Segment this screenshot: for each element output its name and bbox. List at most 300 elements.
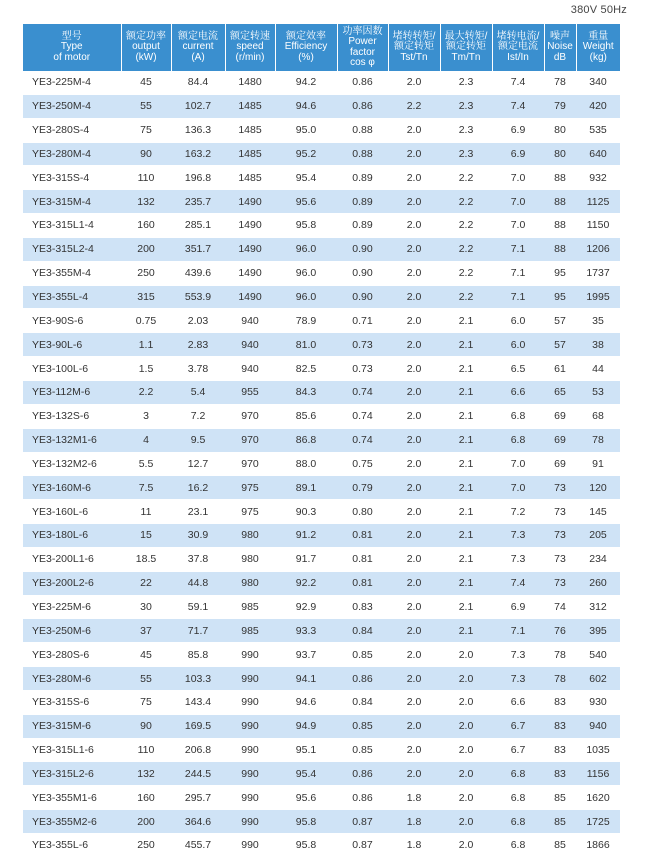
cell-noise: 73: [544, 571, 576, 595]
cell-type: YE3-315L2-6: [23, 762, 121, 786]
cell-output: 75: [121, 690, 171, 714]
cell-ist-in: 7.4: [492, 71, 544, 94]
cell-current: 16.2: [171, 476, 225, 500]
cell-tm-tn: 2.3: [440, 71, 492, 94]
cell-tm-tn: 2.1: [440, 333, 492, 357]
cell-weight: 1125: [576, 190, 620, 214]
voltage-frequency-note: 380V 50Hz: [570, 4, 627, 16]
cell-type: YE3-132M1-6: [23, 428, 121, 452]
cell-tm-tn: 2.3: [440, 94, 492, 118]
cell-efficiency: 95.4: [275, 762, 337, 786]
cell-efficiency: 94.6: [275, 690, 337, 714]
cell-current: 71.7: [171, 619, 225, 643]
table-row: [23, 452, 620, 476]
cell-tm-tn: 2.0: [440, 667, 492, 691]
cell-type: YE3-315M-4: [23, 190, 121, 214]
cell-type: YE3-132M2-6: [23, 452, 121, 476]
cell-tst-tn: 2.0: [388, 738, 440, 762]
table-row: [23, 71, 620, 94]
cell-type: YE3-280S-4: [23, 118, 121, 142]
cell-weight: 312: [576, 595, 620, 619]
table-row: [23, 94, 620, 118]
cell-ist-in: 7.2: [492, 500, 544, 524]
cell-efficiency: 93.7: [275, 643, 337, 667]
cell-ist-in: 7.4: [492, 571, 544, 595]
cell-power-factor: 0.90: [337, 261, 388, 285]
cell-ist-in: 7.0: [492, 166, 544, 190]
cell-efficiency: 91.2: [275, 524, 337, 548]
cell-tm-tn: 2.2: [440, 237, 492, 261]
cell-efficiency: 92.9: [275, 595, 337, 619]
cell-ist-in: 6.8: [492, 786, 544, 810]
cell-power-factor: 0.88: [337, 142, 388, 166]
table-row: [23, 643, 620, 667]
cell-noise: 57: [544, 309, 576, 333]
cell-type: YE3-160L-6: [23, 500, 121, 524]
table-row: [23, 571, 620, 595]
cell-power-factor: 0.87: [337, 810, 388, 834]
cell-type: YE3-280M-6: [23, 667, 121, 691]
column-header-tm-tn: 最大转矩/ 额定转矩 Tm/Tn: [440, 24, 492, 71]
cell-speed: 990: [225, 810, 275, 834]
cell-weight: 932: [576, 166, 620, 190]
cell-power-factor: 0.85: [337, 738, 388, 762]
cell-speed: 1490: [225, 261, 275, 285]
cell-weight: 640: [576, 142, 620, 166]
table-row: [23, 738, 620, 762]
cell-weight: 205: [576, 524, 620, 548]
cell-noise: 73: [544, 524, 576, 548]
cell-output: 1.1: [121, 333, 171, 357]
cell-power-factor: 0.86: [337, 94, 388, 118]
cell-noise: 78: [544, 71, 576, 94]
cell-tst-tn: 2.0: [388, 237, 440, 261]
cell-tm-tn: 2.1: [440, 404, 492, 428]
cell-ist-in: 7.0: [492, 452, 544, 476]
motor-spec-table: [23, 24, 620, 858]
cell-current: 23.1: [171, 500, 225, 524]
cell-tm-tn: 2.1: [440, 428, 492, 452]
cell-speed: 1490: [225, 190, 275, 214]
cell-efficiency: 88.0: [275, 452, 337, 476]
cell-power-factor: 0.88: [337, 118, 388, 142]
cell-weight: 1206: [576, 237, 620, 261]
cell-ist-in: 7.0: [492, 476, 544, 500]
cell-tm-tn: 2.1: [440, 571, 492, 595]
cell-efficiency: 95.2: [275, 142, 337, 166]
cell-output: 7.5: [121, 476, 171, 500]
cell-output: 30: [121, 595, 171, 619]
cell-type: YE3-355M-4: [23, 261, 121, 285]
cell-noise: 65: [544, 380, 576, 404]
column-header-speed: 额定转速 speed (r/min): [225, 24, 275, 71]
cell-current: 37.8: [171, 547, 225, 571]
cell-noise: 57: [544, 333, 576, 357]
cell-tst-tn: 1.8: [388, 834, 440, 858]
cell-noise: 69: [544, 404, 576, 428]
cell-speed: 985: [225, 595, 275, 619]
cell-speed: 975: [225, 500, 275, 524]
cell-ist-in: 7.3: [492, 524, 544, 548]
cell-type: YE3-90L-6: [23, 333, 121, 357]
cell-ist-in: 6.0: [492, 309, 544, 333]
cell-current: 5.4: [171, 380, 225, 404]
cell-power-factor: 0.90: [337, 285, 388, 309]
cell-power-factor: 0.74: [337, 404, 388, 428]
cell-speed: 1490: [225, 285, 275, 309]
cell-output: 45: [121, 71, 171, 94]
cell-speed: 980: [225, 571, 275, 595]
cell-tst-tn: 2.0: [388, 261, 440, 285]
cell-output: 0.75: [121, 309, 171, 333]
cell-speed: 970: [225, 428, 275, 452]
cell-efficiency: 85.6: [275, 404, 337, 428]
cell-current: 136.3: [171, 118, 225, 142]
cell-tst-tn: 2.0: [388, 452, 440, 476]
cell-current: 439.6: [171, 261, 225, 285]
cell-noise: 85: [544, 810, 576, 834]
cell-ist-in: 7.1: [492, 619, 544, 643]
cell-weight: 340: [576, 71, 620, 94]
cell-ist-in: 7.4: [492, 94, 544, 118]
cell-weight: 234: [576, 547, 620, 571]
cell-output: 15: [121, 524, 171, 548]
cell-output: 75: [121, 118, 171, 142]
table-row: [23, 476, 620, 500]
cell-ist-in: 6.9: [492, 118, 544, 142]
cell-ist-in: 6.7: [492, 714, 544, 738]
cell-type: YE3-355L-6: [23, 834, 121, 858]
cell-output: 200: [121, 237, 171, 261]
cell-tst-tn: 2.0: [388, 118, 440, 142]
cell-output: 90: [121, 714, 171, 738]
cell-speed: 1490: [225, 214, 275, 238]
table-row: [23, 619, 620, 643]
table-row: [23, 333, 620, 357]
cell-power-factor: 0.81: [337, 547, 388, 571]
cell-efficiency: 96.0: [275, 285, 337, 309]
cell-current: 103.3: [171, 667, 225, 691]
cell-tm-tn: 2.2: [440, 261, 492, 285]
cell-output: 4: [121, 428, 171, 452]
cell-weight: 1995: [576, 285, 620, 309]
cell-efficiency: 92.2: [275, 571, 337, 595]
cell-tm-tn: 2.1: [440, 309, 492, 333]
cell-tm-tn: 2.3: [440, 118, 492, 142]
cell-speed: 970: [225, 404, 275, 428]
cell-output: 11: [121, 500, 171, 524]
cell-tst-tn: 2.0: [388, 762, 440, 786]
cell-ist-in: 7.3: [492, 643, 544, 667]
cell-current: 455.7: [171, 834, 225, 858]
cell-tst-tn: 2.0: [388, 524, 440, 548]
cell-weight: 120: [576, 476, 620, 500]
cell-speed: 990: [225, 738, 275, 762]
cell-tst-tn: 1.8: [388, 786, 440, 810]
cell-tm-tn: 2.1: [440, 500, 492, 524]
cell-tm-tn: 2.3: [440, 142, 492, 166]
cell-efficiency: 95.8: [275, 834, 337, 858]
cell-type: YE3-100L-6: [23, 357, 121, 381]
cell-ist-in: 7.3: [492, 547, 544, 571]
cell-current: 364.6: [171, 810, 225, 834]
column-header-efficiency: 额定效率 Efficiency (%): [275, 24, 337, 71]
cell-type: YE3-250M-6: [23, 619, 121, 643]
cell-current: 351.7: [171, 237, 225, 261]
cell-power-factor: 0.81: [337, 524, 388, 548]
cell-tst-tn: 2.0: [388, 380, 440, 404]
cell-current: 285.1: [171, 214, 225, 238]
cell-power-factor: 0.73: [337, 357, 388, 381]
cell-ist-in: 6.5: [492, 357, 544, 381]
cell-type: YE3-355L-4: [23, 285, 121, 309]
cell-tm-tn: 2.0: [440, 834, 492, 858]
cell-efficiency: 94.1: [275, 667, 337, 691]
cell-noise: 83: [544, 738, 576, 762]
cell-current: 3.78: [171, 357, 225, 381]
cell-ist-in: 6.7: [492, 738, 544, 762]
table-row: [23, 166, 620, 190]
cell-noise: 79: [544, 94, 576, 118]
table-row: [23, 524, 620, 548]
cell-efficiency: 95.4: [275, 166, 337, 190]
cell-current: 235.7: [171, 190, 225, 214]
cell-speed: 1490: [225, 237, 275, 261]
cell-current: 143.4: [171, 690, 225, 714]
cell-efficiency: 95.6: [275, 786, 337, 810]
cell-type: YE3-280S-6: [23, 643, 121, 667]
cell-speed: 990: [225, 667, 275, 691]
cell-current: 12.7: [171, 452, 225, 476]
cell-ist-in: 7.3: [492, 667, 544, 691]
column-header-ist-in: 堵转电流/ 额定电流 Ist/In: [492, 24, 544, 71]
cell-power-factor: 0.87: [337, 834, 388, 858]
cell-power-factor: 0.74: [337, 428, 388, 452]
cell-tst-tn: 2.0: [388, 333, 440, 357]
cell-type: YE3-355M1-6: [23, 786, 121, 810]
cell-weight: 930: [576, 690, 620, 714]
cell-power-factor: 0.79: [337, 476, 388, 500]
table-row: [23, 667, 620, 691]
table-row: [23, 810, 620, 834]
cell-type: YE3-160M-6: [23, 476, 121, 500]
cell-power-factor: 0.73: [337, 333, 388, 357]
cell-power-factor: 0.89: [337, 214, 388, 238]
cell-efficiency: 84.3: [275, 380, 337, 404]
cell-power-factor: 0.90: [337, 237, 388, 261]
table-row: [23, 118, 620, 142]
cell-tst-tn: 2.0: [388, 214, 440, 238]
table-body: [23, 71, 620, 857]
cell-speed: 980: [225, 547, 275, 571]
table-row: [23, 237, 620, 261]
cell-output: 55: [121, 94, 171, 118]
cell-weight: 68: [576, 404, 620, 428]
cell-tm-tn: 2.1: [440, 595, 492, 619]
cell-type: YE3-225M-6: [23, 595, 121, 619]
cell-noise: 76: [544, 619, 576, 643]
cell-tst-tn: 2.0: [388, 285, 440, 309]
column-header-power-factor: 功率因数 Power factor cos φ: [337, 24, 388, 71]
cell-weight: 1725: [576, 810, 620, 834]
cell-type: YE3-132S-6: [23, 404, 121, 428]
cell-weight: 53: [576, 380, 620, 404]
cell-tst-tn: 2.0: [388, 476, 440, 500]
cell-type: YE3-225M-4: [23, 71, 121, 94]
cell-output: 55: [121, 667, 171, 691]
cell-ist-in: 7.1: [492, 285, 544, 309]
cell-tm-tn: 2.0: [440, 786, 492, 810]
cell-tst-tn: 2.0: [388, 428, 440, 452]
cell-weight: 1620: [576, 786, 620, 810]
cell-tm-tn: 2.0: [440, 810, 492, 834]
cell-tm-tn: 2.1: [440, 524, 492, 548]
cell-weight: 540: [576, 643, 620, 667]
cell-noise: 78: [544, 643, 576, 667]
cell-speed: 980: [225, 524, 275, 548]
cell-tst-tn: 2.0: [388, 619, 440, 643]
cell-speed: 990: [225, 643, 275, 667]
cell-tst-tn: 2.0: [388, 190, 440, 214]
cell-tm-tn: 2.2: [440, 214, 492, 238]
cell-output: 132: [121, 190, 171, 214]
column-header-current: 额定电流 current (A): [171, 24, 225, 71]
cell-speed: 990: [225, 834, 275, 858]
cell-tst-tn: 2.0: [388, 166, 440, 190]
cell-power-factor: 0.71: [337, 309, 388, 333]
cell-efficiency: 94.9: [275, 714, 337, 738]
cell-noise: 83: [544, 690, 576, 714]
cell-type: YE3-315S-6: [23, 690, 121, 714]
cell-efficiency: 82.5: [275, 357, 337, 381]
column-header-noise: 噪声 Noise dB: [544, 24, 576, 71]
cell-current: 102.7: [171, 94, 225, 118]
cell-tst-tn: 2.0: [388, 643, 440, 667]
column-header-tst-tn: 堵转转矩/ 额定转矩 Tst/Tn: [388, 24, 440, 71]
cell-current: 295.7: [171, 786, 225, 810]
cell-speed: 1485: [225, 166, 275, 190]
table-row: [23, 690, 620, 714]
cell-power-factor: 0.85: [337, 643, 388, 667]
cell-efficiency: 86.8: [275, 428, 337, 452]
cell-power-factor: 0.75: [337, 452, 388, 476]
cell-efficiency: 95.6: [275, 190, 337, 214]
cell-ist-in: 6.8: [492, 762, 544, 786]
cell-weight: 940: [576, 714, 620, 738]
cell-weight: 395: [576, 619, 620, 643]
cell-power-factor: 0.86: [337, 667, 388, 691]
cell-current: 196.8: [171, 166, 225, 190]
cell-output: 250: [121, 261, 171, 285]
cell-noise: 80: [544, 118, 576, 142]
cell-noise: 69: [544, 428, 576, 452]
cell-current: 169.5: [171, 714, 225, 738]
cell-output: 250: [121, 834, 171, 858]
cell-power-factor: 0.84: [337, 619, 388, 643]
cell-weight: 602: [576, 667, 620, 691]
table-row: [23, 595, 620, 619]
table-row: [23, 762, 620, 786]
cell-power-factor: 0.81: [337, 571, 388, 595]
cell-noise: 88: [544, 237, 576, 261]
cell-efficiency: 91.7: [275, 547, 337, 571]
cell-weight: 44: [576, 357, 620, 381]
cell-output: 3: [121, 404, 171, 428]
cell-weight: 145: [576, 500, 620, 524]
cell-output: 2.2: [121, 380, 171, 404]
cell-power-factor: 0.86: [337, 762, 388, 786]
cell-noise: 88: [544, 166, 576, 190]
cell-type: YE3-112M-6: [23, 380, 121, 404]
cell-power-factor: 0.83: [337, 595, 388, 619]
cell-output: 160: [121, 214, 171, 238]
cell-efficiency: 78.9: [275, 309, 337, 333]
cell-output: 18.5: [121, 547, 171, 571]
cell-type: YE3-180L-6: [23, 524, 121, 548]
cell-tm-tn: 2.0: [440, 738, 492, 762]
cell-type: YE3-250M-4: [23, 94, 121, 118]
cell-tst-tn: 2.0: [388, 357, 440, 381]
cell-ist-in: 6.8: [492, 404, 544, 428]
cell-current: 59.1: [171, 595, 225, 619]
cell-efficiency: 93.3: [275, 619, 337, 643]
cell-type: YE3-355M2-6: [23, 810, 121, 834]
cell-output: 90: [121, 142, 171, 166]
cell-efficiency: 95.1: [275, 738, 337, 762]
cell-tst-tn: 2.0: [388, 690, 440, 714]
cell-type: YE3-315L1-6: [23, 738, 121, 762]
cell-tst-tn: 2.0: [388, 667, 440, 691]
cell-weight: 1150: [576, 214, 620, 238]
cell-tst-tn: 2.0: [388, 142, 440, 166]
cell-efficiency: 94.6: [275, 94, 337, 118]
cell-noise: 88: [544, 190, 576, 214]
cell-weight: 1866: [576, 834, 620, 858]
cell-output: 315: [121, 285, 171, 309]
cell-efficiency: 96.0: [275, 261, 337, 285]
cell-output: 160: [121, 786, 171, 810]
table-row: [23, 714, 620, 738]
cell-weight: 535: [576, 118, 620, 142]
cell-tst-tn: 2.0: [388, 571, 440, 595]
cell-power-factor: 0.84: [337, 690, 388, 714]
cell-tst-tn: 1.8: [388, 810, 440, 834]
table-row: [23, 404, 620, 428]
cell-power-factor: 0.85: [337, 714, 388, 738]
cell-tm-tn: 2.0: [440, 762, 492, 786]
table-row: [23, 285, 620, 309]
cell-type: YE3-200L1-6: [23, 547, 121, 571]
cell-speed: 975: [225, 476, 275, 500]
cell-noise: 73: [544, 476, 576, 500]
cell-speed: 940: [225, 309, 275, 333]
cell-tm-tn: 2.2: [440, 166, 492, 190]
cell-ist-in: 7.0: [492, 190, 544, 214]
cell-current: 244.5: [171, 762, 225, 786]
cell-power-factor: 0.80: [337, 500, 388, 524]
cell-noise: 85: [544, 834, 576, 858]
table-row: [23, 500, 620, 524]
cell-ist-in: 6.9: [492, 595, 544, 619]
cell-speed: 1485: [225, 142, 275, 166]
cell-tst-tn: 2.0: [388, 404, 440, 428]
table-row: [23, 786, 620, 810]
table-row: [23, 547, 620, 571]
cell-tm-tn: 2.1: [440, 619, 492, 643]
cell-power-factor: 0.86: [337, 71, 388, 94]
cell-noise: 85: [544, 786, 576, 810]
cell-power-factor: 0.74: [337, 380, 388, 404]
